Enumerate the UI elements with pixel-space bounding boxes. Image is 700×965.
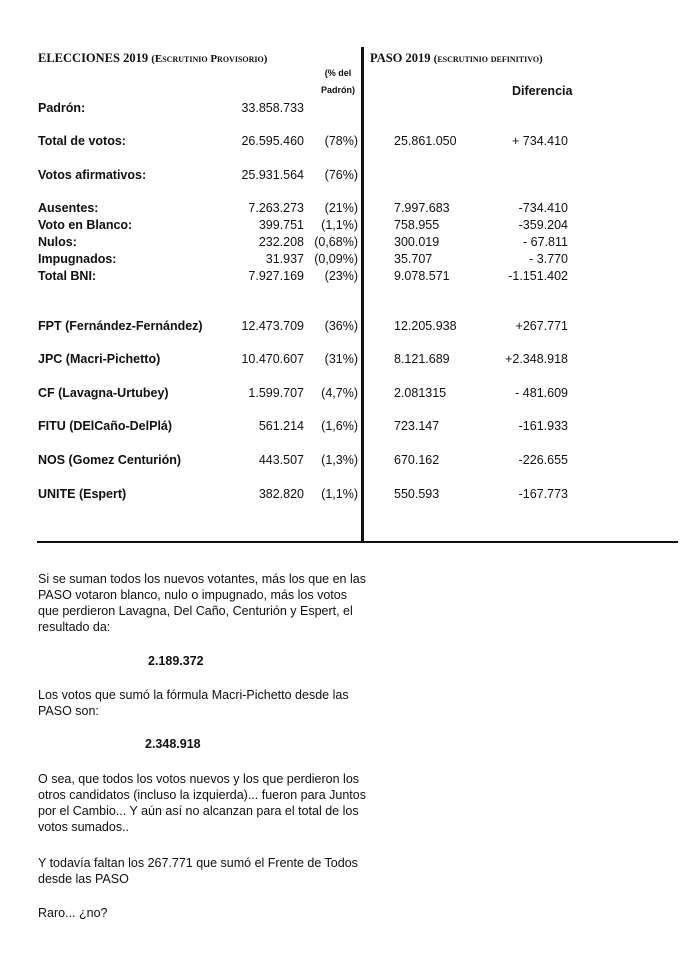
row-difference: -359.204 xyxy=(518,218,568,232)
row-percent: (76%) xyxy=(324,168,358,182)
row-paso-value: 35.707 xyxy=(394,252,433,266)
row-label: JPC (Macri-Pichetto) xyxy=(38,352,161,366)
row-percent: (21%) xyxy=(324,201,358,215)
left-header-subtitle: (Escrutinio Provisorio) xyxy=(151,53,268,65)
paragraph-3: O sea, que todos los votos nuevos y los que perdieron los otros candidatos (incluso la izquierda)... fueron para Juntos por el Cambio... Y aún así no alcanzan para el total de los votos sumados.. xyxy=(38,772,366,834)
row-paso-value: 9.078.571 xyxy=(394,269,450,283)
row-value: 7.927.169 xyxy=(248,269,304,283)
row-difference: - 481.609 xyxy=(515,386,568,400)
row-percent: (0,68%) xyxy=(314,235,358,249)
row-percent: (4,7%) xyxy=(321,386,358,400)
pct-header-line2: Padrón) xyxy=(320,85,355,95)
row-percent: (78%) xyxy=(324,134,358,148)
row-label: NOS (Gomez Centurión) xyxy=(38,453,182,467)
row-difference: -161.933 xyxy=(518,419,568,433)
row-value: 399.751 xyxy=(258,218,304,232)
row-label: Votos afirmativos: xyxy=(38,168,147,182)
row-label: Nulos: xyxy=(38,235,77,249)
row-paso-value: 8.121.689 xyxy=(394,352,450,366)
row-label: Total de votos: xyxy=(38,134,126,148)
row-paso-value: 670.162 xyxy=(394,453,440,467)
row-difference: +267.771 xyxy=(515,319,568,333)
row-paso-value: 758.955 xyxy=(394,218,440,232)
row-percent: (1,3%) xyxy=(321,453,358,467)
row-difference: -167.773 xyxy=(518,487,568,501)
row-value: 10.470.607 xyxy=(241,352,304,366)
left-header-title: ELECCIONES 2019 xyxy=(38,51,149,65)
right-header-title: PASO 2019 xyxy=(370,51,431,65)
row-label: Total BNI: xyxy=(38,269,97,283)
row-percent: (31%) xyxy=(324,352,358,366)
row-label: UNITE (Espert) xyxy=(38,487,127,501)
row-paso-value: 7.997.683 xyxy=(394,201,450,215)
paragraph-4: Y todavía faltan los 267.771 que sumó el Frente de Todos desde las PASO xyxy=(38,856,358,886)
row-percent: (1,6%) xyxy=(321,419,358,433)
row-value: 1.599.707 xyxy=(248,386,304,400)
row-value: 25.931.564 xyxy=(241,168,304,182)
row-value: 31.937 xyxy=(265,252,304,266)
row-paso-value: 723.147 xyxy=(394,419,440,433)
result-total-1: 2.189.372 xyxy=(148,654,204,668)
row-percent: (1,1%) xyxy=(321,487,358,501)
row-value: 561.214 xyxy=(258,419,304,433)
row-label: Ausentes: xyxy=(38,201,99,215)
left-header xyxy=(38,51,267,67)
row-percent: (0,09%) xyxy=(314,252,358,266)
row-label: Padrón: xyxy=(38,101,86,115)
row-paso-value: 12.205.938 xyxy=(394,319,457,333)
row-difference: + 734.410 xyxy=(512,134,568,148)
pct-header-line1: (% del xyxy=(324,68,352,78)
row-paso-value: 2.081315 xyxy=(394,386,447,400)
diff-header: Diferencia xyxy=(512,84,573,98)
row-value: 7.263.273 xyxy=(248,201,304,215)
row-paso-value: 550.593 xyxy=(394,487,440,501)
paragraph-1: Si se suman todos los nuevos votantes, más los que en las PASO votaron blanco, nulo o impugnado, más los votos que perdieron Lavagna, Del Caño, Centurión y Espert, el resultado da: xyxy=(38,572,366,634)
row-percent: (23%) xyxy=(324,269,358,283)
column-divider xyxy=(361,47,364,542)
row-label: FITU (DElCaño-DelPlá) xyxy=(38,419,173,433)
row-difference: -1.151.402 xyxy=(508,269,568,283)
row-value: 232.208 xyxy=(258,235,304,249)
row-percent: (36%) xyxy=(324,319,358,333)
row-difference: -734.410 xyxy=(518,201,568,215)
row-paso-value: 25.861.050 xyxy=(394,134,457,148)
row-difference: - 3.770 xyxy=(529,252,568,266)
row-difference: +2.348.918 xyxy=(505,352,568,366)
row-percent: (1,1%) xyxy=(321,218,358,232)
row-label: Impugnados: xyxy=(38,252,117,266)
row-difference: - 67.811 xyxy=(523,235,568,249)
paragraph-5: Raro... ¿no? xyxy=(38,906,108,920)
row-label: Voto en Blanco: xyxy=(38,218,133,232)
row-value: 26.595.460 xyxy=(241,134,304,148)
right-header xyxy=(370,51,543,67)
row-value: 33.858.733 xyxy=(241,101,304,115)
row-value: 382.820 xyxy=(258,487,304,501)
row-label: CF (Lavagna-Urtubey) xyxy=(38,386,169,400)
row-value: 12.473.709 xyxy=(241,319,304,333)
right-header-subtitle: (escrutinio definitivo) xyxy=(433,53,543,65)
row-label: FPT (Fernández-Fernández) xyxy=(38,319,203,333)
row-paso-value: 300.019 xyxy=(394,235,440,249)
row-value: 443.507 xyxy=(258,453,304,467)
result-total-2: 2.348.918 xyxy=(145,737,201,751)
section-divider xyxy=(37,541,678,543)
paragraph-2: Los votos que sumó la fórmula Macri-Pichetto desde las PASO son: xyxy=(38,688,349,718)
row-difference: -226.655 xyxy=(518,453,568,467)
